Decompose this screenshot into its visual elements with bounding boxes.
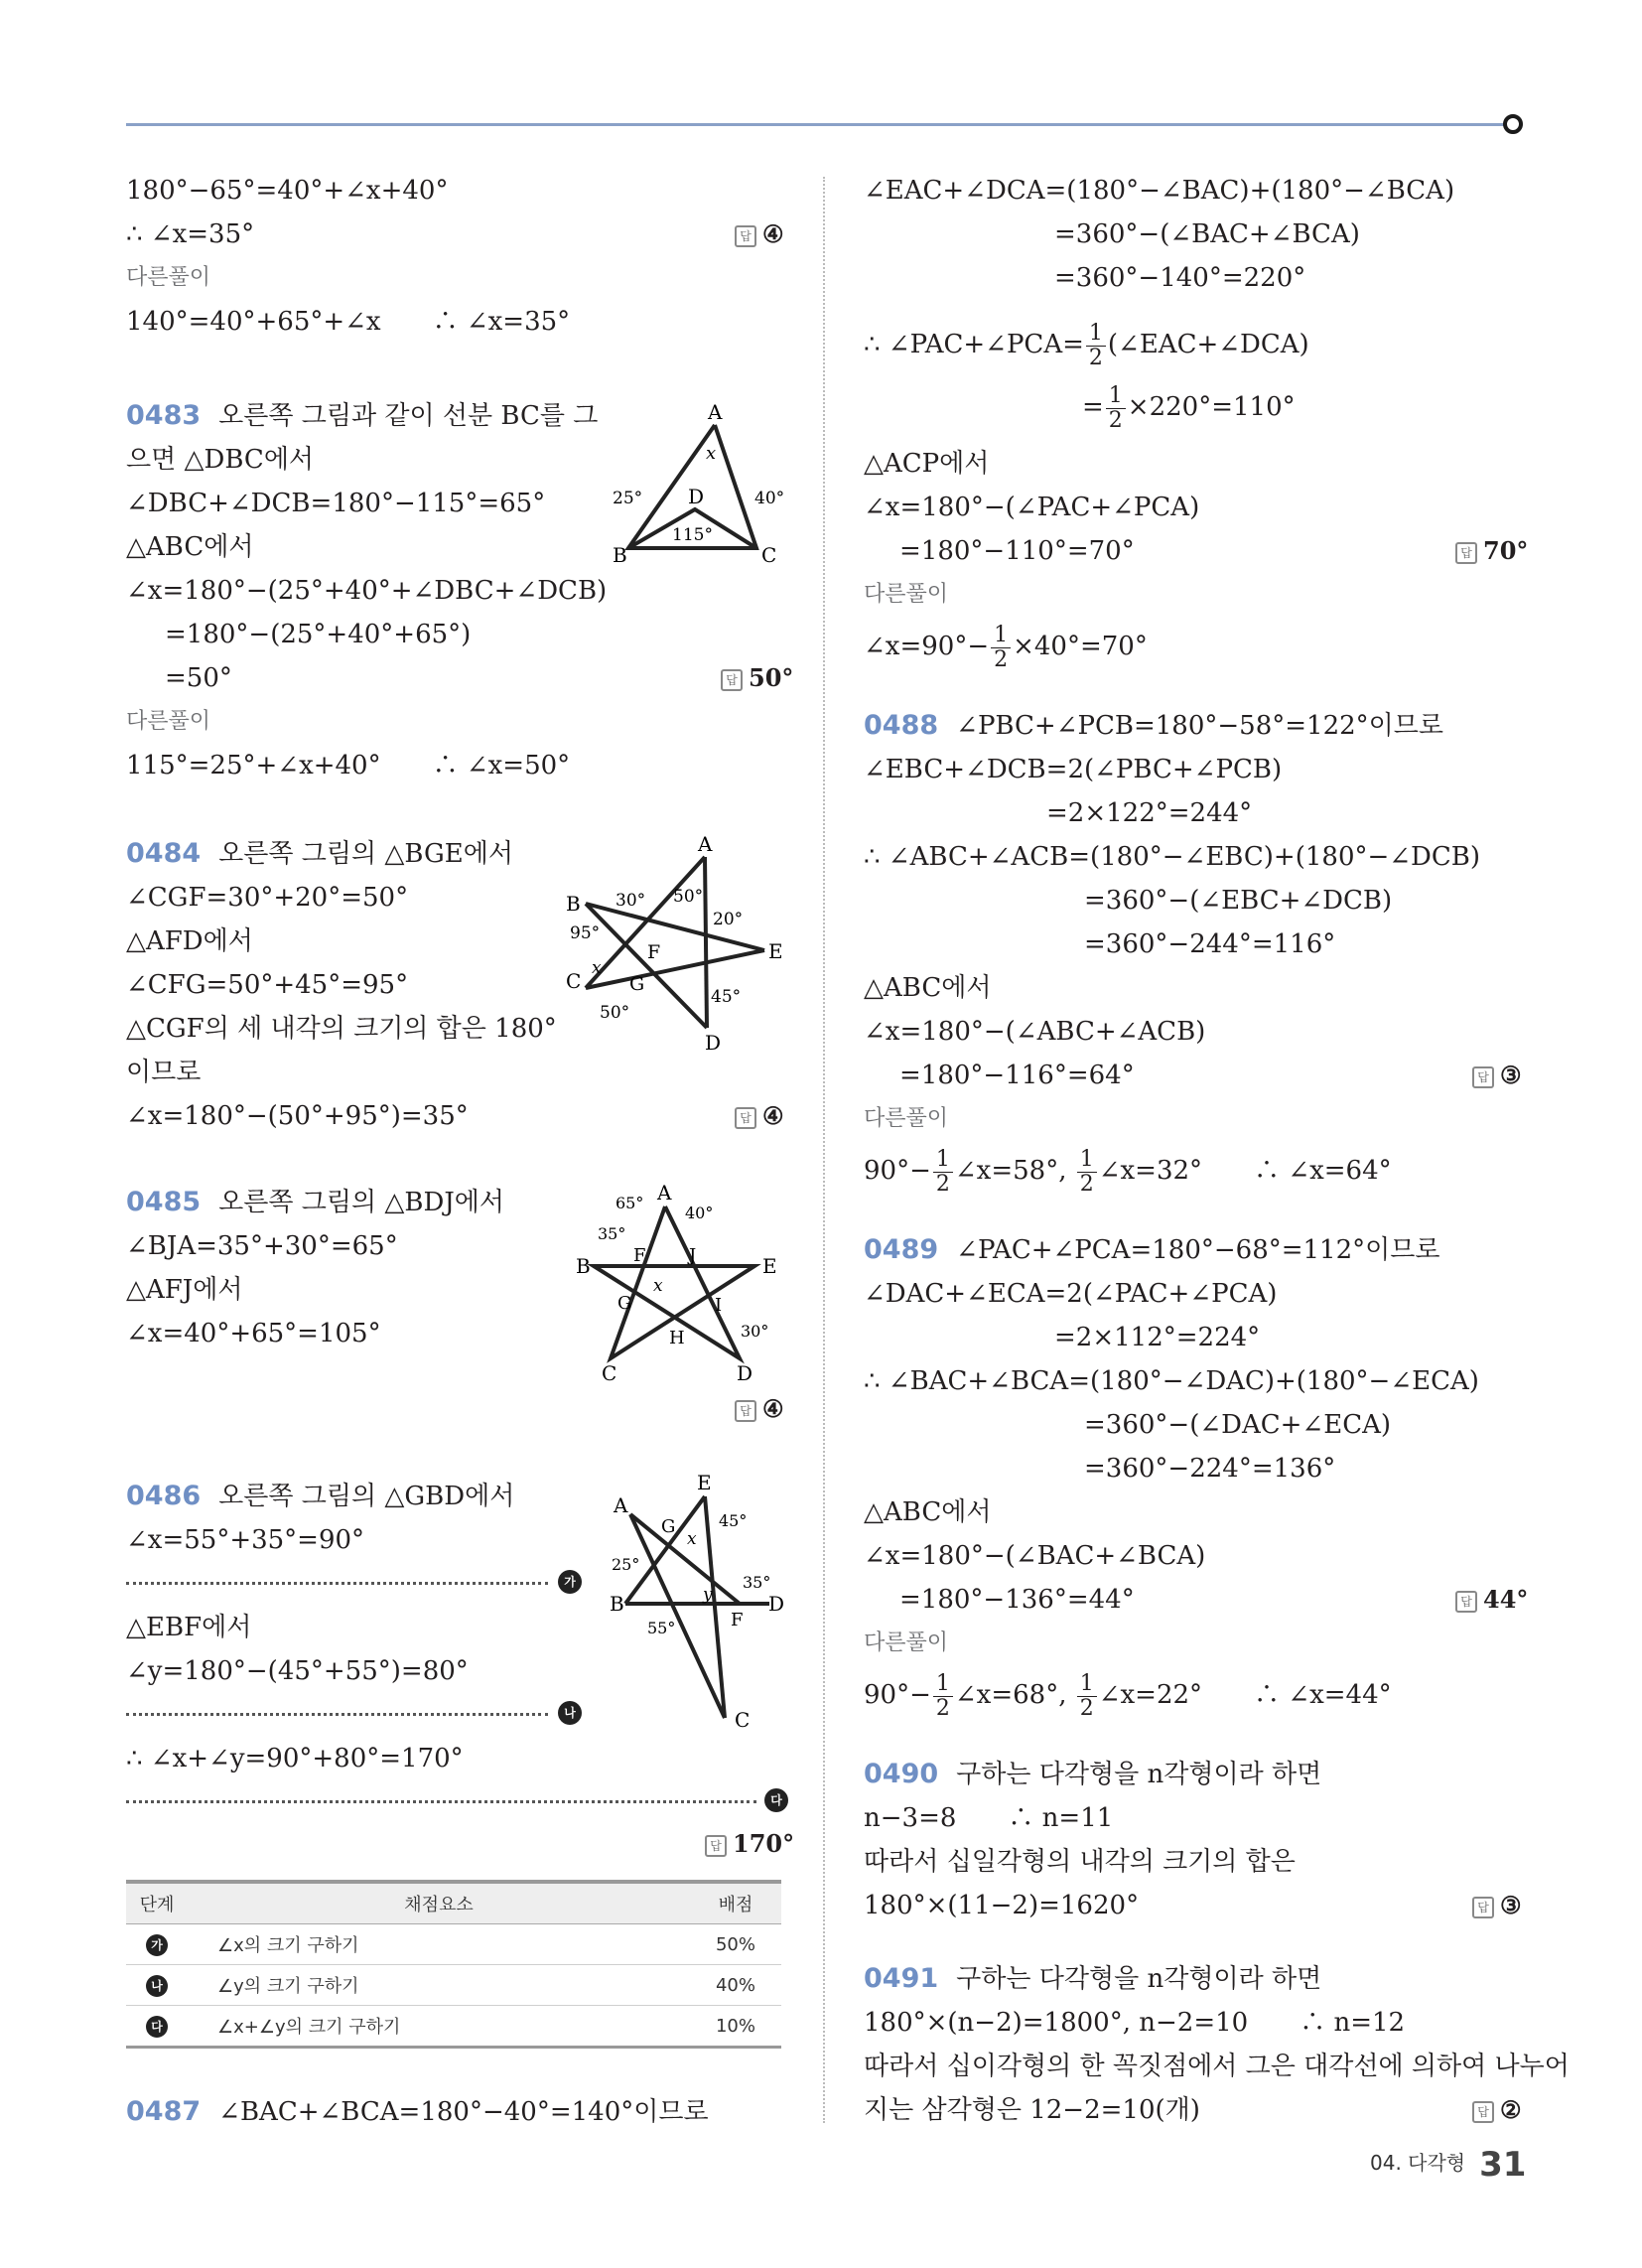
fig485-label-D: D: [737, 1361, 753, 1385]
step3-dotted-rule: [126, 1800, 756, 1803]
fig484-label-95: 95°: [570, 923, 601, 943]
sol484-line2: ∠CGF=30°+20°=50°: [126, 883, 409, 913]
sol483-line2: 으면 △DBC에서: [126, 445, 315, 475]
sol488-alt-label: 다른풀이: [864, 1106, 949, 1131]
fig485-label-x: x: [653, 1276, 663, 1296]
sol490-answer: 답 ③: [1472, 1889, 1522, 1922]
sol489-line4: ∴ ∠BAC+∠BCA=(180°−∠DAC)+(180°−∠ECA): [864, 1366, 1479, 1396]
sol488-line2: ∠EBC+∠DCB=2(∠PBC+∠PCB): [864, 755, 1283, 784]
sol482-alt-label: 다른풀이: [126, 265, 211, 290]
fig486-label-55: 55°: [647, 1619, 676, 1637]
step-marker-da: 다: [146, 2016, 168, 2038]
sol489-line6: =360°−224°=136°: [1084, 1454, 1336, 1484]
sol487-answer: 답 70°: [1455, 534, 1528, 568]
fig485-label-G: G: [617, 1293, 632, 1314]
problem-number: 0489: [864, 1234, 939, 1265]
table-row: [126, 2006, 781, 2048]
sol484-answer: 답 ④: [735, 1099, 784, 1133]
sol487-cont-line3: =360°−140°=220°: [1054, 263, 1306, 293]
answer-mark-icon: 답: [1472, 2101, 1494, 2123]
scoring-table: [126, 1880, 781, 2049]
fig486-label-45: 45°: [719, 1511, 748, 1530]
fig486-label-D: D: [768, 1592, 785, 1616]
fig486-label-A: A: [614, 1493, 628, 1517]
step-marker-ga: 가: [558, 1570, 582, 1594]
table-cell-item: ∠x의 크기 구하기: [188, 1924, 690, 1965]
answer-mark-icon: 답: [705, 1835, 727, 1857]
sol489-line9: =180°−136°=44°: [899, 1585, 1135, 1615]
fraction-one-half: $\frac{1}{2}$: [1077, 1672, 1097, 1721]
fig484-label-E: E: [768, 939, 783, 963]
table-cell-score: 50%: [690, 1924, 781, 1965]
problem-number: 0490: [864, 1759, 939, 1789]
sol490-line4: 180°×(11−2)=1620°: [864, 1891, 1140, 1920]
fig483-label-D: D: [688, 485, 705, 508]
sol483-alt-label: 다른풀이: [126, 709, 211, 734]
fig486-label-E: E: [697, 1475, 712, 1494]
sol485-line4: ∠x=40°+65°=105°: [126, 1319, 381, 1348]
sol487-line1: 0487 ∠BAC+∠BCA=180°−40°=140°이므로: [126, 2096, 709, 2127]
sol487-cont-line1: ∠EAC+∠DCA=(180°−∠BAC)+(180°−∠BCA): [864, 176, 1455, 206]
problem-number: 0484: [126, 838, 202, 869]
sol488-line4: ∴ ∠ABC+∠ACB=(180°−∠EBC)+(180°−∠DCB): [864, 842, 1481, 872]
answer-mark-icon: 답: [1472, 1066, 1494, 1088]
sol486-line5: ∴ ∠x+∠y=90°+80°=170°: [126, 1744, 464, 1773]
sol487-alt-line: ∠x=90°− $\frac{1}{2}$ ×40°=70°: [864, 622, 1148, 672]
answer-mark-icon: 답: [735, 225, 756, 247]
fig483-label-x: x: [706, 443, 717, 464]
table-cell-score: 40%: [690, 1965, 781, 2006]
sol484-line7: ∠x=180°−(50°+95°)=35°: [126, 1101, 469, 1131]
fig484-label-50b: 50°: [600, 1003, 630, 1023]
problem-number: 0486: [126, 1481, 202, 1511]
answer-mark-icon: 답: [1472, 1897, 1494, 1918]
sol488-line6: =360°−244°=116°: [1084, 929, 1336, 959]
sol486-line3: △EBF에서: [126, 1613, 252, 1642]
sol491-line2: 180°×(n−2)=1800°, n−2=10 ∴ n=12: [864, 2008, 1406, 2038]
fig483-label-25: 25°: [613, 489, 643, 508]
table-cell-score: 10%: [690, 2006, 781, 2048]
fig484-label-45: 45°: [711, 987, 742, 1007]
sol487-cont-line2: =360°−(∠BAC+∠BCA): [1054, 219, 1360, 249]
answer-mark-icon: 답: [735, 1400, 756, 1422]
page-number: 31: [1479, 2145, 1527, 2185]
sol483-answer: 답 50°: [721, 661, 793, 695]
fig484-label-G: G: [629, 973, 645, 995]
sol487-cont-line5: = $\frac{1}{2}$ ×220°=110°: [1082, 382, 1296, 433]
sol489-line3: =2×112°=224°: [1054, 1323, 1261, 1352]
fig483-label-40: 40°: [754, 489, 785, 508]
sol482-line3: 140°=40°+65°+∠x ∴ ∠x=35°: [126, 307, 571, 337]
sol483-line4: △ABC에서: [126, 532, 254, 562]
fig484-label-B: B: [566, 892, 581, 916]
sol488-line8: ∠x=180°−(∠ABC+∠ACB): [864, 1017, 1206, 1047]
step-marker-da: 다: [764, 1788, 788, 1812]
sol482-line1: 180°−65°=40°+∠x+40°: [126, 176, 449, 206]
header-rule-end-dot: [1503, 114, 1523, 134]
sol485-line2: ∠BJA=35°+30°=65°: [126, 1231, 398, 1261]
fig485-label-B: B: [576, 1254, 591, 1278]
fig485-label-E: E: [762, 1254, 777, 1278]
fig483-label-115: 115°: [672, 525, 713, 545]
fig484-label-A: A: [698, 832, 713, 856]
sol489-line2: ∠DAC+∠ECA=2(∠PAC+∠PCA): [864, 1279, 1278, 1309]
answer-mark-icon: 답: [721, 669, 743, 691]
sol487-alt-label: 다른풀이: [864, 582, 949, 607]
header-rule: [126, 123, 1516, 126]
sol487-cont-line7: ∠x=180°−(∠PAC+∠PCA): [864, 493, 1200, 522]
fig484-label-50a: 50°: [673, 887, 704, 907]
fig484-label-D: D: [705, 1031, 722, 1055]
table-row: [126, 1924, 781, 1965]
sol491-line1: 0491 구하는 다각형을 n각형이라 하면: [864, 1963, 1322, 1994]
fraction-one-half: $\frac{1}{2}$: [933, 1672, 953, 1721]
sol483-line1: 0483 오른쪽 그림과 같이 선분 BC를 그: [126, 400, 599, 431]
chapter-title: 04. 다각형: [1370, 2151, 1466, 2175]
step-marker-na: 나: [146, 1975, 168, 1997]
table-header-step: 단계: [126, 1882, 188, 1924]
sol483-line7: =50°: [165, 663, 232, 693]
sol485-line3: △AFJ에서: [126, 1275, 243, 1305]
problem-number: 0483: [126, 400, 202, 431]
sol488-line3: =2×122°=244°: [1046, 798, 1253, 828]
step-marker-ga: 가: [146, 1934, 168, 1956]
sol489-line5: =360°−(∠DAC+∠ECA): [1084, 1410, 1392, 1440]
fraction-one-half: $\frac{1}{2}$: [1077, 1148, 1097, 1197]
fraction-one-half: $\frac{1}{2}$: [1106, 384, 1126, 433]
sol486-answer: 답 170°: [705, 1827, 794, 1861]
sol486-line2: ∠x=55°+35°=90°: [126, 1525, 365, 1555]
step1-dotted-rule: [126, 1582, 548, 1585]
fig485-label-40: 40°: [685, 1204, 714, 1222]
fig484-label-20: 20°: [713, 910, 744, 929]
problem-number: 0488: [864, 710, 939, 741]
table-header-score: 배점: [690, 1882, 781, 1924]
table-header-item: 채점요소: [188, 1882, 690, 1924]
fig484-label-F: F: [647, 941, 661, 963]
answer-mark-icon: 답: [1455, 1591, 1477, 1613]
fig486-label-B: B: [610, 1592, 624, 1616]
sol482-answer: 답 ④: [735, 217, 784, 251]
column-divider: [823, 177, 825, 2123]
sol484-line3: △AFD에서: [126, 926, 253, 956]
fig485-label-F: F: [633, 1245, 646, 1266]
fig485-star: [566, 1182, 794, 1390]
fig484-label-C: C: [566, 969, 582, 993]
sol487-cont-line8: =180°−110°=70°: [899, 536, 1135, 566]
fig485-label-H: H: [669, 1328, 685, 1348]
sol483-line8: 115°=25°+∠x+40° ∴ ∠x=50°: [126, 751, 571, 780]
fig483-label-C: C: [761, 543, 777, 567]
sol487-cont-line4: ∴ ∠PAC+∠PCA= $\frac{1}{2}$ (∠EAC+∠DCA): [864, 320, 1309, 370]
sol488-line5: =360°−(∠EBC+∠DCB): [1084, 886, 1393, 916]
sol486-line1: 0486 오른쪽 그림의 △GBD에서: [126, 1481, 515, 1511]
fig485-label-30: 30°: [741, 1322, 769, 1341]
sol484-line1: 0484 오른쪽 그림의 △BGE에서: [126, 838, 513, 869]
fig485-label-C: C: [602, 1361, 617, 1385]
sol485-answer: 답 ④: [735, 1392, 784, 1426]
fig485-label-A: A: [657, 1182, 672, 1205]
fraction-one-half: $\frac{1}{2}$: [1086, 322, 1106, 370]
sol488-answer: 답 ③: [1472, 1059, 1522, 1092]
sol485-line1: 0485 오른쪽 그림의 △BDJ에서: [126, 1187, 504, 1217]
fig483-label-A: A: [708, 400, 723, 424]
sol486-line4: ∠y=180°−(45°+55°)=80°: [126, 1656, 469, 1686]
fig486-label-x: x: [687, 1529, 697, 1549]
sol489-alt-line: 90°− $\frac{1}{2}$ ∠x=68°, $\frac{1}{2}$ ∠x=22° ∴ ∠x=44°: [864, 1670, 1392, 1721]
problem-number: 0487: [126, 2096, 202, 2127]
sol489-alt-label: 다른풀이: [864, 1630, 949, 1655]
sol491-line4: 지는 삼각형은 12−2=10(개): [864, 2095, 1200, 2125]
answer-mark-icon: 답: [1455, 542, 1477, 564]
problem-number: 0491: [864, 1963, 939, 1994]
sol490-line1: 0490 구하는 다각형을 n각형이라 하면: [864, 1759, 1322, 1789]
fig484-label-30: 30°: [616, 891, 646, 911]
sol491-line3: 따라서 십이각형의 한 꼭짓점에서 그은 대각선에 의하여 나누어: [864, 2052, 1570, 2081]
table-header-row: [126, 1882, 781, 1924]
fig486-figure: [596, 1475, 804, 1733]
sol487-cont-line6: △ACP에서: [864, 449, 990, 479]
table-cell-item: ∠y의 크기 구하기: [188, 1965, 690, 2006]
fig485-label-J: J: [689, 1245, 697, 1266]
sol488-alt-line: 90°− $\frac{1}{2}$ ∠x=58°, $\frac{1}{2}$ ∠x=32° ∴ ∠x=64°: [864, 1146, 1392, 1197]
fig483-triangle: [601, 397, 799, 576]
sol483-line6: =180°−(25°+40°+65°): [165, 620, 472, 649]
fig486-label-25: 25°: [612, 1555, 640, 1574]
fig486-label-F: F: [731, 1610, 744, 1630]
sol483-line3: ∠DBC+∠DCB=180°−115°=65°: [126, 489, 546, 518]
table-cell-item: ∠x+∠y의 크기 구하기: [188, 2006, 690, 2048]
sol491-answer: 답 ②: [1472, 2093, 1522, 2127]
sol490-line2: n−3=8 ∴ n=11: [864, 1803, 1114, 1833]
step2-dotted-rule: [126, 1713, 548, 1716]
table-row: [126, 1965, 781, 2006]
sol484-line4: ∠CFG=50°+45°=95°: [126, 970, 409, 1000]
fraction-one-half: $\frac{1}{2}$: [933, 1148, 953, 1197]
sol488-line7: △ABC에서: [864, 973, 992, 1003]
step-marker-na: 나: [558, 1701, 582, 1725]
sol488-line1: 0488 ∠PBC+∠PCB=180°−58°=122°이므로: [864, 710, 1444, 741]
fig486-label-35: 35°: [743, 1573, 771, 1592]
fig485-label-I: I: [715, 1295, 723, 1316]
fig486-label-y: y: [703, 1585, 713, 1605]
sol484-line5: △CGF의 세 내각의 크기의 합은 180°: [126, 1014, 557, 1044]
fraction-one-half: $\frac{1}{2}$: [991, 624, 1011, 672]
sol488-line9: =180°−116°=64°: [899, 1061, 1135, 1090]
page-footer: [1370, 2145, 1526, 2185]
fig486-label-C: C: [735, 1708, 751, 1732]
fig483-label-B: B: [613, 543, 627, 567]
sol489-line1: 0489 ∠PAC+∠PCA=180°−68°=112°이므로: [864, 1234, 1440, 1265]
sol490-line3: 따라서 십일각형의 내각의 크기의 합은: [864, 1847, 1296, 1877]
fig485-label-65: 65°: [616, 1194, 644, 1212]
answer-mark-icon: 답: [735, 1107, 756, 1129]
sol489-answer: 답 44°: [1455, 1583, 1528, 1617]
sol489-line7: △ABC에서: [864, 1497, 992, 1527]
fig486-label-G: G: [661, 1516, 676, 1537]
sol484-line6: 이므로: [126, 1058, 202, 1087]
fig484-star: [556, 829, 794, 1058]
sol482-line2: ∴ ∠x=35°: [126, 219, 255, 249]
fig484-label-x: x: [592, 958, 602, 978]
fig485-label-35: 35°: [598, 1224, 626, 1243]
sol489-line8: ∠x=180°−(∠BAC+∠BCA): [864, 1541, 1206, 1571]
problem-number: 0485: [126, 1187, 202, 1217]
sol483-line5: ∠x=180°−(25°+40°+∠DBC+∠DCB): [126, 576, 608, 606]
